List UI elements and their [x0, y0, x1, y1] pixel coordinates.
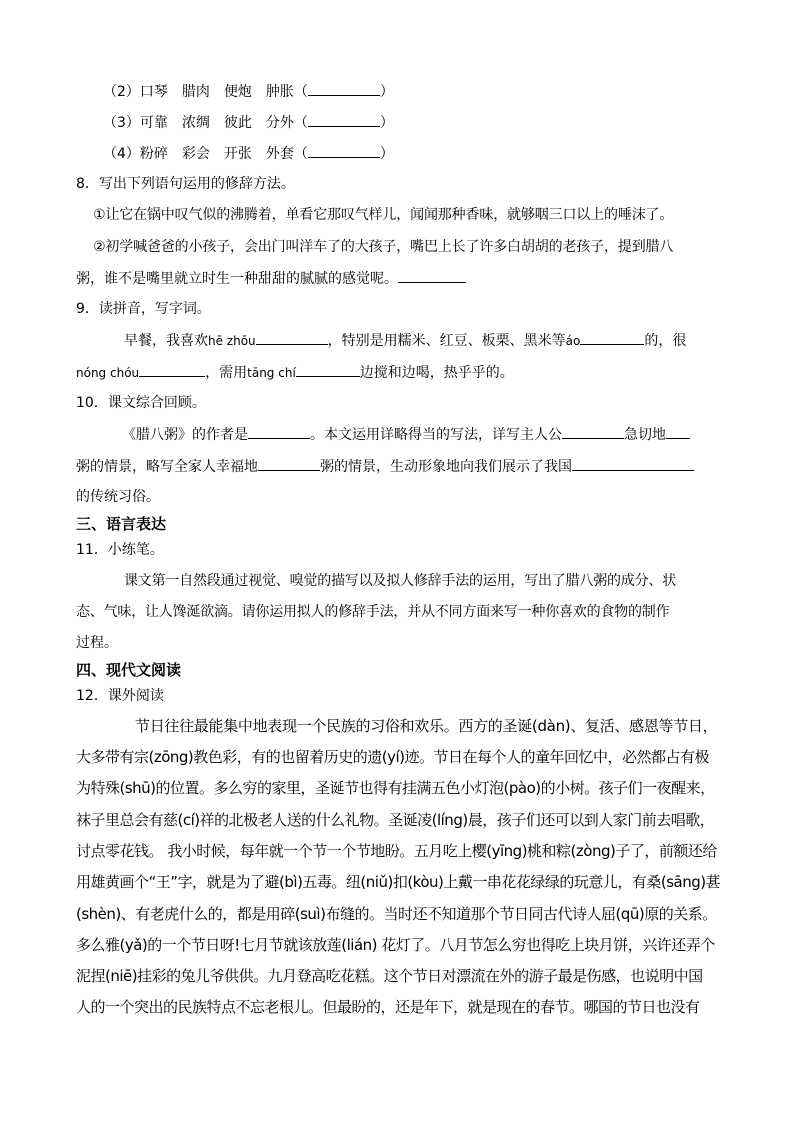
answer-blank[interactable] [572, 456, 694, 471]
passage-line: 多么雅(yǎ)的一个节日呀!七月节就该放莲(lián) 花灯了。八月节怎么穷也得吃上块月饼，兴许还弄个 [76, 936, 715, 954]
pinyin: áo [565, 334, 581, 348]
pinyin: nóng chóu [76, 366, 140, 380]
q10-title: 10．课文综合回顾。 [76, 395, 206, 411]
passage-line: 节日往往最能集中地表现一个民族的习俗和欢乐。西方的圣诞(dàn)、复活、感恩等节日， [135, 717, 718, 735]
q10-line-3: 的传统习俗。 [76, 489, 160, 505]
answer-blank[interactable] [258, 456, 320, 471]
pinyin: tāng chí [247, 366, 296, 380]
passage-line: 用雄黄画个“王”字，就是为了避(bì)五毒。纽(niǔ)扣(kòu)上戴一串花花绿绿的玩意儿，有桑(sāng)葚 [76, 873, 721, 891]
answer-blank[interactable] [248, 424, 310, 439]
q8-sentence-2-line-2: 粥，谁不是嘴里就立时生一种甜甜的腻腻的感觉呢。 [76, 268, 466, 289]
passage-line: 泥捏(niē)挂彩的兔儿爷供供。九月登高吃花糕。这个节日对漂流在外的游子最是伤感，也说明中国 [76, 967, 703, 985]
answer-blank[interactable] [308, 112, 380, 127]
section-heading-3: 三、语言表达 [76, 515, 167, 533]
answer-blank[interactable] [580, 330, 644, 345]
q7-row-3: （3）可靠 浓绸 彼此 分外（ ） [103, 112, 394, 133]
q7-row-4: （4）粉碎 彩会 开张 外套（ ） [103, 143, 394, 164]
answer-blank[interactable] [562, 424, 624, 439]
answer-blank[interactable] [139, 362, 205, 377]
passage-line: (shèn)、有老虎什么的，都是用碎(suì)布缝的。当时还不知道那个节日同古代诗人屈(qū)原的关系。 [76, 905, 717, 923]
q10-line-2: 粥的情景，略写全家人幸福地 粥的情景，生动形象地向我们展示了我国 [76, 456, 694, 477]
q11-line-2: 态、气味，让人馋涎欲滴。请你运用拟人的修辞手法，并从不同方面来写一种你喜欢的食物的制作 [76, 604, 670, 620]
q10-line-1: 《腊八粥》的作者是 。本文运用详略得当的写法，详写主人公 急切地 [122, 424, 690, 445]
passage-line: 袜子里总会有慈(cí)祥的北极老人送的什么礼物。圣诞凌(líng)晨，孩子们还可以到人家门前去唱歌， [76, 811, 715, 829]
passage-line: 讨点零花钱。 我小时候，每年就一个节一个节地盼。五月吃上樱(yīng)桃和粽(zòng)子了，前额还给 [76, 842, 717, 860]
q12-title: 12．课外阅读 [76, 688, 164, 704]
q8-sentence-1: ①让它在锅中叹气似的沸腾着，单看它那叹气样儿，闻闻那种香味，就够咽三口以上的唾沫了。 [93, 207, 674, 223]
answer-blank[interactable] [308, 143, 380, 158]
passage-line: 大多带有宗(zōng)教色彩，有的也留着历史的遗(yí)迹。节日在每个人的童年回忆中，必然都占有极 [76, 748, 710, 766]
answer-blank[interactable] [666, 424, 690, 439]
answer-blank[interactable] [296, 362, 360, 377]
passage-line: 人的一个突出的民族特点不忘老根儿。但最盼的，还是年下，就是现在的春节。哪国的节日也没有 [76, 998, 700, 1016]
q9-line-1: 早餐，我喜欢hē zhōu ，特别是用糯米、红豆、板栗、黑米等áo 的，很 [124, 330, 686, 351]
q11-line-1: 课文第一自然段通过视觉、嗅觉的描写以及拟人修辞手法的运用，写出了腊八粥的成分、状 [124, 573, 676, 589]
q9-line-2: nóng chóu ，需用tāng chí 边搅和边喝，热乎乎的。 [76, 362, 514, 383]
pinyin: hē zhōu [208, 334, 256, 348]
q9-title: 9．读拼音，写字词。 [76, 301, 211, 317]
answer-blank[interactable] [256, 330, 328, 345]
answer-blank[interactable] [308, 81, 380, 96]
q8-sentence-2-line-1: ②初学喊爸爸的小孩子，会出门叫洋车了的大孩子，嘴巴上长了许多白胡胡的老孩子，提到腊八 [93, 239, 674, 255]
q8-title: 8．写出下列语句运用的修辞方法。 [76, 176, 295, 192]
q11-title: 11．小练笔。 [76, 542, 164, 558]
q11-line-3: 过程。 [76, 635, 118, 651]
q7-row-2: （2）口琴 腊肉 便炮 肿胀（ ） [103, 81, 394, 102]
answer-blank[interactable] [398, 268, 466, 283]
passage-line: 为特殊(shū)的位置。多么穷的家里，圣诞节也得有挂满五色小灯泡(pào)的小树。孩子们一夜醒来， [76, 779, 715, 797]
section-heading-4: 四、现代文阅读 [76, 661, 182, 679]
